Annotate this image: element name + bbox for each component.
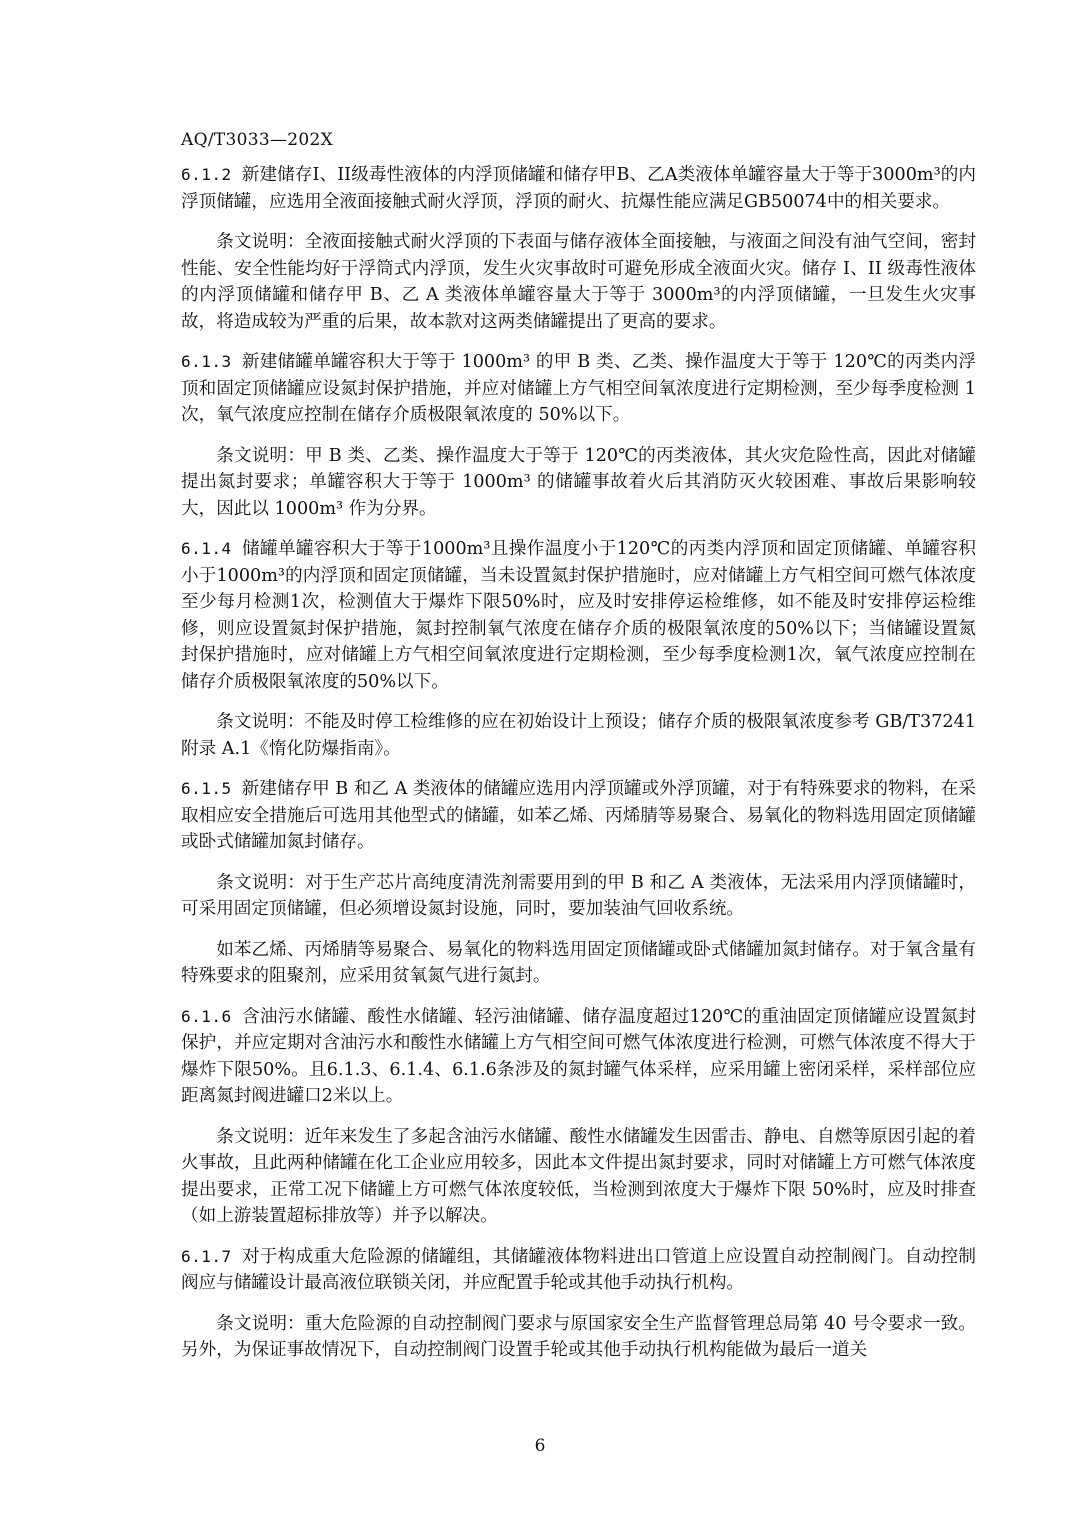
clause-paragraph [181, 776, 976, 856]
paragraph-text: 新建储存I、II级毒性液体的内浮顶储罐和储存甲B、乙A类液体单罐容量大于等于3000m³的内浮顶储罐，应选用全液面接触式耐火浮顶，浮顶的耐火、抗爆性能应满足GB50074中的相关要求。 [181, 165, 976, 212]
explanation-paragraph [181, 937, 976, 990]
paragraph-text: 新建储罐单罐容积大于等于 1000m³ 的甲 B 类、乙类、操作温度大于等于 120℃的丙类内浮顶和固定顶储罐应设氮封保护措施，并应对储罐上方气相空间氧浓度进行定期检测，至少每季度检测 1 次，氧气浓度应控制在储存介质极限氧浓度的 50%以下。 [181, 352, 976, 425]
explanation-paragraph [181, 443, 976, 523]
clause-number: 6.1.7 [181, 1246, 232, 1266]
paragraph-text: 对于构成重大危险源的储罐组，其储罐液体物料进出口管道上应设置自动控制阀门。自动控制阀应与储罐设计最高液位联锁关闭，并应配置手轮或其他手动执行机构。 [181, 1246, 976, 1293]
paragraph-text: 含油污水储罐、酸性水储罐、轻污油储罐、储存温度超过120℃的重油固定顶储罐应设置氮封保护，并应定期对含油污水和酸性水储罐上方气相空间可燃气体浓度进行检测，可燃气体浓度不得大于爆炸下限50%。且6.1.3、6.1.4、6.1.6条涉及的氮封罐气体采样，应采用罐上密闭采样，采样部位应距离氮封阀进罐口2米以上。 [181, 1006, 976, 1106]
paragraph-text: 新建储存甲 B 和乙 A 类液体的储罐应选用内浮顶罐或外浮顶罐，对于有特殊要求的物料，在采取相应安全措施后可选用其他型式的储罐，如苯乙烯、丙烯腈等易聚合、易氧化的物料选用固定顶储罐或卧式储罐加氮封储存。 [181, 779, 976, 852]
paragraph-text: 条文说明：对于生产芯片高纯度清洗剂需要用到的甲 B 和乙 A 类液体，无法采用内浮顶储罐时，可采用固定顶储罐，但必须增设氮封设施，同时，要加装油气回收系统。 [181, 872, 976, 919]
clause-number: 6.1.6 [181, 1006, 232, 1026]
paragraph-text: 条文说明：不能及时停工检维修的应在初始设计上预设；储存介质的极限氧浓度参考 GB/T37241 附录 A.1《惰化防爆指南》。 [181, 712, 976, 759]
paragraph-text: 条文说明：全液面接触式耐火浮顶的下表面与储存液体全面接触，与液面之间没有油气空间，密封性能、安全性能均好于浮筒式内浮顶，发生火灾事故时可避免形成全液面火灾。储存 I、II 级毒性液体的内浮顶储罐和储存甲 B、乙 A 类液体单罐容量大于等于 3000m³的内浮顶储罐，一旦发生火灾事故，将造成较为严重的后果，故本款对这两类储罐提出了更高的要求。 [181, 232, 976, 332]
clause-number: 6.1.3 [181, 352, 232, 371]
explanation-paragraph [181, 1311, 976, 1364]
clause-paragraph [181, 162, 976, 215]
paragraph-text: 条文说明：甲 B 类、乙类、操作温度大于等于 120℃的丙类液体，其火灾危险性高，因此对储罐提出氮封要求；单罐容积大于等于 1000m³ 的储罐事故着火后其消防灭火较困难、事故后果影响较大，因此以 1000m³ 作为分界。 [181, 445, 976, 519]
paragraph-text: 条文说明：重大危险源的自动控制阀门要求与原国家安全生产监督管理总局第 40 号令要求一致。另外，为保证事故情况下，自动控制阀门设置手轮或其他手动执行机构能做为最后一道关 [181, 1313, 976, 1360]
paragraph-text: 条文说明：近年来发生了多起含油污水储罐、酸性水储罐发生因雷击、静电、自燃等原因引起的着火事故，且此两种储罐在化工企业应用较多，因此本文件提出氮封要求，同时对储罐上方可燃气体浓度提出要求，正常工况下储罐上方可燃气体浓度较低，当检测到浓度大于爆炸下限 50%时，应及时排查（如上游装置超标排放等）并予以解决。 [181, 1126, 976, 1226]
clause-paragraph [181, 536, 976, 695]
clause-number: 6.1.5 [181, 779, 232, 798]
clause-paragraph [181, 1004, 976, 1110]
paragraph-text: 如苯乙烯、丙烯腈等易聚合、易氧化的物料选用固定顶储罐或卧式储罐加氮封储存。对于氧含量有特殊要求的阻聚剂，应采用贫氧氮气进行氮封。 [181, 939, 976, 986]
page-number: 6 [534, 1436, 546, 1456]
explanation-paragraph [181, 229, 976, 335]
explanation-paragraph [181, 870, 976, 923]
clause-paragraph [181, 349, 976, 429]
clause-paragraph [181, 1244, 976, 1297]
clause-number: 6.1.2 [181, 165, 232, 184]
document-code-header: AQ/T3033—202X [181, 130, 333, 150]
clause-number: 6.1.4 [181, 539, 232, 558]
explanation-paragraph [181, 1124, 976, 1230]
explanation-paragraph [181, 709, 976, 762]
document-body [181, 162, 976, 1378]
paragraph-text: 储罐单罐容积大于等于1000m³且操作温度小于120℃的丙类内浮顶和固定顶储罐、单罐容积小于1000m³的内浮顶和固定顶储罐，当未设置氮封保护措施时，应对储罐上方气相空间可燃气体浓度至少每月检测1次，检测值大于爆炸下限50%时，应及时安排停运检维修，如不能及时安排停运检维修，则应设置氮封保护措施，氮封控制氧气浓度在储存介质的极限氧浓度的50%以下；当储罐设置氮封保护措施时，应对储罐上方气相空间氧浓度进行定期检测，至少每季度检测1次，氧气浓度应控制在储存介质极限氧浓度的50%以下。 [181, 539, 976, 692]
